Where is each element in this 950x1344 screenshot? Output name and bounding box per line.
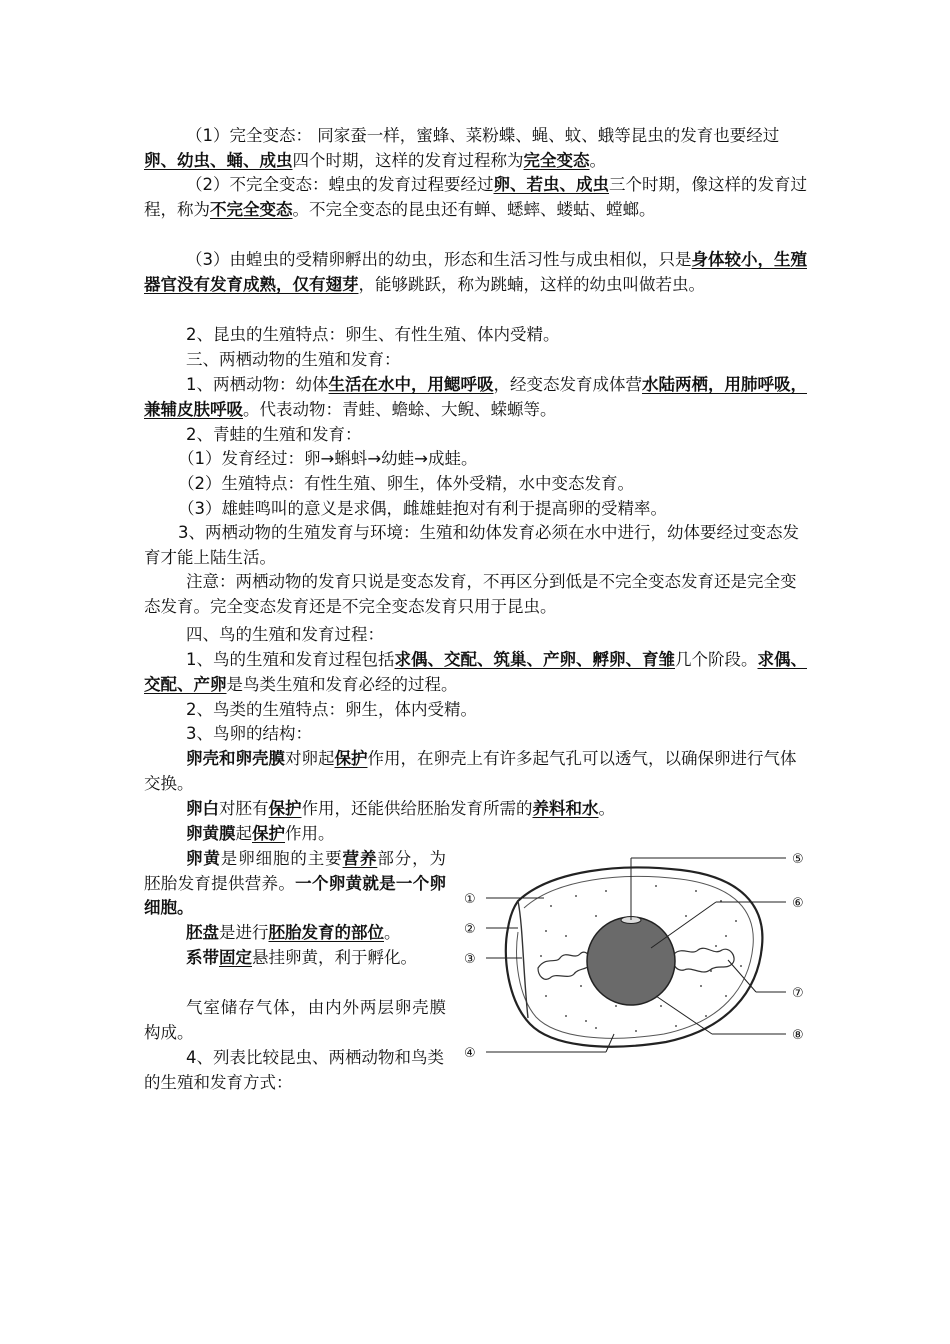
para-germinal-disc: 胚盘是进行胚胎发育的部位。 — [186, 923, 401, 942]
para-yolk: 卵黄是卵细胞的主要营养部分，为胚胎发育提供营养。一个卵黄就是一个卵细胞。 — [144, 849, 447, 917]
para-incomplete-metamorphosis: （2）不完全变态：蝗虫的发育过程要经过卵、若虫、成虫三个时期，像这样的发育过程，称为不完全变态。不完全变态的昆虫还有蝉、蟋蟀、蝼蛄、螳螂。 — [144, 175, 807, 219]
para-frog-reproduction: （2）生殖特点：有性生殖、卵生，体外受精，水中变态发育。 — [178, 474, 634, 493]
para-frog-calling: （3）雄蛙鸣叫的意义是求偶，雌雄蛙抱对有利于提高卵的受精率。 — [178, 499, 667, 518]
para-amphibian-definition: 1、两栖动物：幼体生活在水中，用鳃呼吸，经变态发育成体营水陆两栖，用肺呼吸，兼辅皮肤呼吸。代表动物：青蛙、蟾蜍、大鲵、蝾螈等。 — [144, 375, 807, 419]
para-complete-metamorphosis: （1）完全变态： 同家蚕一样，蜜蜂、菜粉蝶、蝇、蚊、蛾等昆虫的发育也要经过卵、幼虫、蛹、成虫四个时期，这样的发育过程称为完全变态。 — [144, 126, 780, 170]
label-4: ④ — [464, 1046, 476, 1061]
para-bird-process: 1、鸟的生殖和发育过程包括求偶、交配、筑巢、产卵、孵卵、育雏几个阶段。求偶、交配、产卵是鸟类生殖和发育必经的过程。 — [144, 650, 807, 694]
egg-structure-diagram — [456, 846, 820, 1070]
para-yolk-membrane: 卵黄膜起保护作用。 — [186, 824, 335, 843]
label-2: ② — [464, 922, 476, 937]
label-7: ⑦ — [792, 986, 804, 1001]
para-air-cell: 气室储存气体，由内外两层卵壳膜构成。 — [144, 998, 446, 1042]
para-insect-reproduction: 2、昆虫的生殖特点：卵生、有性生殖、体内受精。 — [186, 325, 560, 344]
label-1: ① — [464, 892, 476, 907]
heading-frog: 2、青蛙的生殖和发育： — [186, 425, 362, 444]
para-frog-development: （1）发育经过：卵→蝌蚪→幼蛙→成蛙。 — [178, 449, 478, 468]
para-note: 注意：两栖动物的发育只说是变态发育，不再区分到低是不完全变态发育还是完全变态发育。完全变态发育还是不完全变态发育只用于昆虫。 — [144, 572, 797, 616]
para-albumen: 卵白对胚有保护作用，还能供给胚胎发育所需的养料和水。 — [186, 799, 615, 818]
heading-amphibians: 三、两栖动物的生殖和发育： — [186, 350, 401, 369]
label-8: ⑧ — [792, 1028, 804, 1043]
para-amphibian-environment: 3、两栖动物的生殖发育与环境：生殖和幼体发育必须在水中进行，幼体要经过变态发育才能上陆生活。 — [144, 523, 799, 567]
heading-birds: 四、鸟的生殖和发育过程： — [186, 625, 384, 644]
para-shell: 卵壳和卵壳膜对卵起保护作用，在卵壳上有许多起气孔可以透气，以确保卵进行气体交换。 — [144, 749, 797, 793]
yolk — [587, 917, 675, 1005]
para-bird-reproduction: 2、鸟类的生殖特点：卵生，体内受精。 — [186, 700, 477, 719]
para-chalaza: 系带固定悬挂卵黄，利于孵化。 — [186, 948, 417, 967]
para-nymph: （3）由蝗虫的受精卵孵出的幼虫，形态和生活习性与成虫相似，只是身体较小，生殖器官没有发育成熟，仅有翅芽，能够跳跃，称为跳蝻，这样的幼虫叫做若虫。 — [144, 250, 807, 294]
heading-egg-structure: 3、鸟卵的结构： — [186, 724, 312, 743]
para-comparison: 4、列表比较昆虫、两栖动物和鸟类的生殖和发育方式： — [144, 1048, 444, 1092]
label-5: ⑤ — [792, 852, 804, 867]
label-6: ⑥ — [792, 896, 804, 911]
label-3: ③ — [464, 952, 476, 967]
